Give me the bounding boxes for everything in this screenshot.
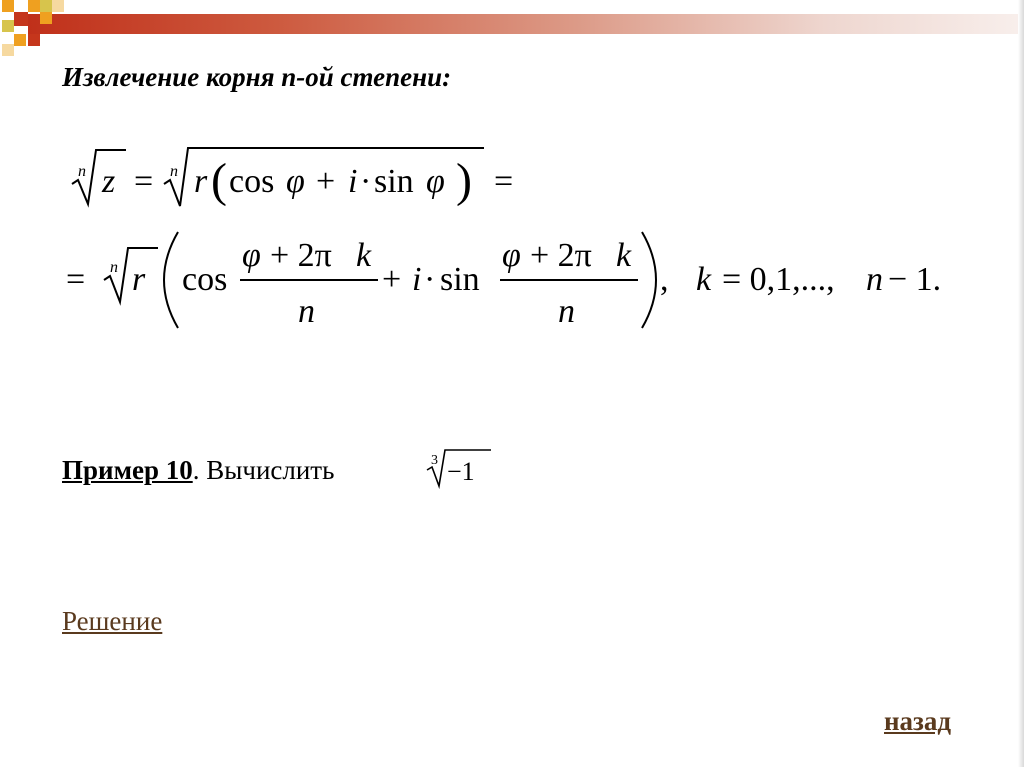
example-label: Пример 10 [62, 455, 193, 485]
example-line [62, 455, 334, 486]
var-r: r [132, 261, 146, 298]
formula-line-2 [66, 226, 966, 341]
var-n: n [558, 293, 575, 330]
equals-sign: = [134, 163, 154, 200]
func-cos: cos [182, 261, 228, 298]
solution-link[interactable]: Решение [62, 606, 163, 636]
var-phi: φ [502, 237, 521, 274]
decor-square [40, 0, 52, 12]
comma: , [660, 261, 669, 298]
var-k: k [696, 261, 712, 298]
section-heading: Извлечение корня n-ой степени: [62, 62, 452, 92]
equals-sign: = [66, 261, 86, 298]
numerator-text: + 2π [530, 237, 592, 274]
example-text: . Вычислить [192, 455, 335, 485]
decor-square [2, 20, 14, 32]
k-end: − 1. [888, 261, 942, 298]
slide-edge [1018, 0, 1024, 767]
var-phi: φ [242, 237, 261, 274]
dot-op: · [424, 261, 436, 298]
var-i: i [412, 261, 422, 298]
equals-sign: = [494, 163, 514, 200]
paren-close: ) [456, 154, 472, 207]
var-n: n [298, 293, 315, 330]
decor-square [14, 12, 28, 26]
decor-square [40, 12, 52, 24]
plus-sign: + [382, 261, 402, 298]
var-r: r [194, 163, 208, 200]
func-sin: sin [374, 163, 414, 200]
back-link[interactable]: назад [884, 706, 952, 736]
numerator-text: + 2π [270, 237, 332, 274]
root-index: n [78, 163, 86, 180]
var-i: i [348, 163, 358, 200]
var-k: k [616, 237, 632, 274]
example-root [425, 446, 495, 495]
var-z: z [102, 163, 116, 200]
big-paren-close [642, 232, 656, 328]
root-index: 3 [431, 453, 438, 468]
paren-open: ( [211, 154, 227, 207]
decor-square [28, 0, 40, 12]
formula-line-1 [66, 140, 546, 215]
dot-op: · [360, 163, 372, 200]
big-paren-open [164, 232, 178, 328]
func-cos: cos [229, 163, 275, 200]
decor-square [52, 0, 64, 12]
root-index: n [110, 259, 118, 276]
radicand: −1 [447, 457, 475, 486]
plus-sign: + [316, 163, 336, 200]
decor-square [28, 34, 40, 46]
decor-square [2, 0, 14, 12]
decor-square [2, 44, 14, 56]
k-values: = 0,1,..., [722, 261, 835, 298]
func-sin: sin [440, 261, 480, 298]
root-index: n [170, 163, 178, 180]
var-k: k [356, 237, 372, 274]
var-phi: φ [286, 163, 305, 200]
header-banner [28, 14, 1024, 34]
var-phi: φ [426, 163, 445, 200]
var-n: n [866, 261, 883, 298]
decor-square [14, 34, 26, 46]
